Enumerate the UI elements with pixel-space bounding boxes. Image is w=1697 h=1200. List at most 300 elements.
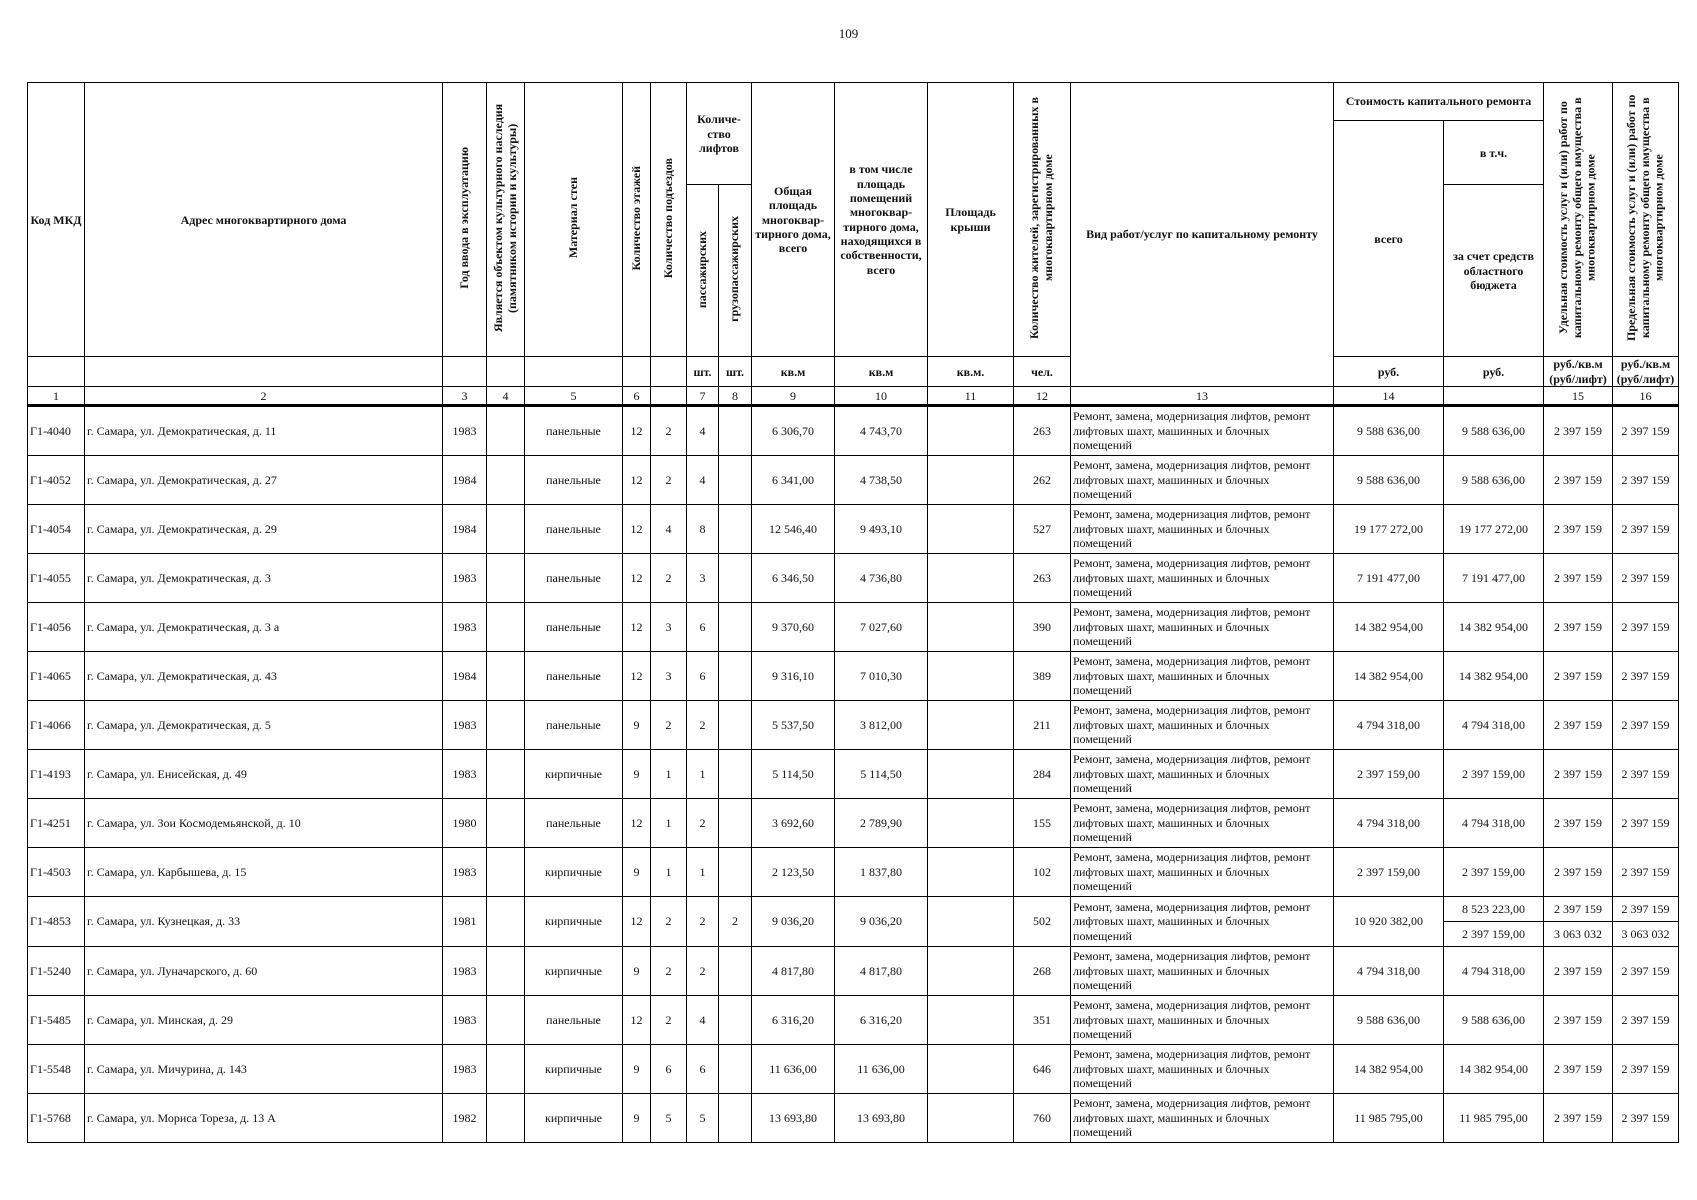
cell-unit-cost: 2 397 159 bbox=[1544, 505, 1613, 554]
cell-heritage bbox=[487, 750, 525, 799]
col-cost: Стоимость капитального ремонта bbox=[1334, 83, 1544, 121]
cell-roof-area bbox=[928, 947, 1014, 996]
unit-total-area: кв.м bbox=[752, 357, 835, 387]
cell-work-type: Ремонт, замена, модернизация лифтов, ремонт лифтовых шахт, машинных и блочных помещений bbox=[1071, 652, 1334, 701]
cell-entrances: 1 bbox=[651, 750, 687, 799]
cell-total-area: 4 817,80 bbox=[752, 947, 835, 996]
cell-cost-total: 2 397 159,00 bbox=[1334, 848, 1444, 897]
cell-cost-total: 11 985 795,00 bbox=[1334, 1094, 1444, 1143]
cell-heritage bbox=[487, 799, 525, 848]
col-heritage: Является объектом культурного наследия (памятником истории и культуры) bbox=[487, 83, 525, 357]
cell-cost-regional: 4 794 318,00 bbox=[1444, 799, 1544, 848]
column-number: 1 bbox=[28, 387, 85, 406]
cell-cost-regional: 14 382 954,00 bbox=[1444, 652, 1544, 701]
cell-owned-area: 4 743,70 bbox=[835, 406, 928, 456]
cell-address: г. Самара, ул. Демократическая, д. 27 bbox=[85, 456, 443, 505]
cell-heritage bbox=[487, 1094, 525, 1143]
cell-freight bbox=[719, 652, 752, 701]
cell-work-type: Ремонт, замена, модернизация лифтов, ремонт лифтовых шахт, машинных и блочных помещений bbox=[1071, 701, 1334, 750]
unit-floors bbox=[623, 357, 651, 387]
cell-max-cost: 2 397 159 bbox=[1613, 652, 1679, 701]
cell-roof-area bbox=[928, 750, 1014, 799]
cell-freight bbox=[719, 799, 752, 848]
table-row bbox=[28, 554, 1679, 603]
cell-walls: панельные bbox=[525, 996, 623, 1045]
cell-floors: 12 bbox=[623, 996, 651, 1045]
cell-passenger: 4 bbox=[687, 406, 719, 456]
cell-work-type: Ремонт, замена, модернизация лифтов, ремонт лифтовых шахт, машинных и блочных помещений bbox=[1071, 996, 1334, 1045]
cell-address: г. Самара, ул. Зои Космодемьянской, д. 10 bbox=[85, 799, 443, 848]
col-year: Год ввода в эксплуатацию bbox=[443, 83, 487, 357]
cell-owned-area: 1 837,80 bbox=[835, 848, 928, 897]
table-row bbox=[28, 456, 1679, 505]
cell-unit-cost: 2 397 159 bbox=[1544, 897, 1613, 922]
cell-cost-regional: 4 794 318,00 bbox=[1444, 701, 1544, 750]
cell-owned-area: 4 736,80 bbox=[835, 554, 928, 603]
cell-cost-regional: 4 794 318,00 bbox=[1444, 947, 1544, 996]
cell-max-cost: 2 397 159 bbox=[1613, 505, 1679, 554]
cell-cost-regional: 9 588 636,00 bbox=[1444, 456, 1544, 505]
cell-unit-cost: 2 397 159 bbox=[1544, 799, 1613, 848]
cell-heritage bbox=[487, 1045, 525, 1094]
cell-entrances: 6 bbox=[651, 1045, 687, 1094]
column-number: 15 bbox=[1544, 387, 1613, 406]
cell-passenger: 6 bbox=[687, 652, 719, 701]
column-number: 7 bbox=[687, 387, 719, 406]
cell-cost-total: 9 588 636,00 bbox=[1334, 406, 1444, 456]
cell-passenger: 6 bbox=[687, 1045, 719, 1094]
table-row bbox=[28, 406, 1679, 456]
cell-roof-area bbox=[928, 848, 1014, 897]
cell-unit-cost: 2 397 159 bbox=[1544, 996, 1613, 1045]
table-row bbox=[28, 505, 1679, 554]
cell-walls: панельные bbox=[525, 701, 623, 750]
cell-entrances: 2 bbox=[651, 947, 687, 996]
cell-heritage bbox=[487, 554, 525, 603]
cell-residents: 263 bbox=[1014, 406, 1071, 456]
cell-code: Г1-4054 bbox=[28, 505, 85, 554]
cell-address: г. Самара, ул. Минская, д. 29 bbox=[85, 996, 443, 1045]
cell-roof-area bbox=[928, 1045, 1014, 1094]
cell-walls: панельные bbox=[525, 799, 623, 848]
cell-work-type: Ремонт, замена, модернизация лифтов, ремонт лифтовых шахт, машинных и блочных помещений bbox=[1071, 750, 1334, 799]
cell-walls: панельные bbox=[525, 554, 623, 603]
cell-entrances: 4 bbox=[651, 505, 687, 554]
cell-passenger: 2 bbox=[687, 701, 719, 750]
cell-walls: панельные bbox=[525, 505, 623, 554]
cell-floors: 12 bbox=[623, 554, 651, 603]
cell-passenger: 1 bbox=[687, 848, 719, 897]
cell-code: Г1-4853 bbox=[28, 897, 85, 947]
cell-max-cost: 2 397 159 bbox=[1613, 456, 1679, 505]
cell-year: 1983 bbox=[443, 554, 487, 603]
cell-max-cost: 2 397 159 bbox=[1613, 897, 1679, 922]
cell-walls: кирпичные bbox=[525, 897, 623, 947]
cell-roof-area bbox=[928, 799, 1014, 848]
cell-residents: 102 bbox=[1014, 848, 1071, 897]
cell-max-cost: 2 397 159 bbox=[1613, 554, 1679, 603]
cell-total-area: 5 537,50 bbox=[752, 701, 835, 750]
cell-total-area: 11 636,00 bbox=[752, 1045, 835, 1094]
column-number-row bbox=[28, 387, 1679, 406]
cell-owned-area: 3 812,00 bbox=[835, 701, 928, 750]
cell-passenger: 6 bbox=[687, 603, 719, 652]
cell-passenger: 8 bbox=[687, 505, 719, 554]
cell-cost-total: 4 794 318,00 bbox=[1334, 701, 1444, 750]
cell-freight bbox=[719, 1094, 752, 1143]
cell-year: 1983 bbox=[443, 848, 487, 897]
cell-total-area: 5 114,50 bbox=[752, 750, 835, 799]
cell-unit-cost: 2 397 159 bbox=[1544, 1045, 1613, 1094]
cell-roof-area bbox=[928, 554, 1014, 603]
table-row bbox=[28, 947, 1679, 996]
column-number: 14 bbox=[1334, 387, 1444, 406]
table-row bbox=[28, 1094, 1679, 1143]
cell-passenger: 2 bbox=[687, 947, 719, 996]
cell-cost-regional: 9 588 636,00 bbox=[1444, 406, 1544, 456]
cell-passenger: 5 bbox=[687, 1094, 719, 1143]
cell-heritage bbox=[487, 947, 525, 996]
cell-unit-cost: 2 397 159 bbox=[1544, 406, 1613, 456]
table-row bbox=[28, 897, 1679, 922]
cell-residents: 262 bbox=[1014, 456, 1071, 505]
cell-work-type: Ремонт, замена, модернизация лифтов, ремонт лифтовых шахт, машинных и блочных помещений bbox=[1071, 897, 1334, 947]
cell-address: г. Самара, ул. Кузнецкая, д. 33 bbox=[85, 897, 443, 947]
cell-owned-area: 11 636,00 bbox=[835, 1045, 928, 1094]
cell-heritage bbox=[487, 897, 525, 947]
col-work-type: Вид работ/услуг по капитальному ремонту bbox=[1071, 83, 1334, 387]
cell-unit-cost: 2 397 159 bbox=[1544, 1094, 1613, 1143]
table-row bbox=[28, 996, 1679, 1045]
cell-owned-area: 4 738,50 bbox=[835, 456, 928, 505]
cell-code: Г1-4052 bbox=[28, 456, 85, 505]
unit-address bbox=[85, 357, 443, 387]
cell-entrances: 2 bbox=[651, 554, 687, 603]
cell-heritage bbox=[487, 505, 525, 554]
cell-work-type: Ремонт, замена, модернизация лифтов, ремонт лифтовых шахт, машинных и блочных помещений bbox=[1071, 1045, 1334, 1094]
column-number bbox=[1444, 387, 1544, 406]
cell-max-cost: 2 397 159 bbox=[1613, 799, 1679, 848]
cell-total-area: 13 693,80 bbox=[752, 1094, 835, 1143]
cell-roof-area bbox=[928, 603, 1014, 652]
cell-total-area: 9 370,60 bbox=[752, 603, 835, 652]
cell-entrances: 3 bbox=[651, 652, 687, 701]
cell-owned-area: 7 010,30 bbox=[835, 652, 928, 701]
table-row bbox=[28, 652, 1679, 701]
cell-floors: 9 bbox=[623, 947, 651, 996]
unit-roof-area: кв.м. bbox=[928, 357, 1014, 387]
cell-max-cost: 2 397 159 bbox=[1613, 701, 1679, 750]
cell-cost-regional: 2 397 159,00 bbox=[1444, 922, 1544, 947]
cell-freight bbox=[719, 505, 752, 554]
cell-floors: 12 bbox=[623, 897, 651, 947]
cell-year: 1983 bbox=[443, 406, 487, 456]
cell-cost-total: 4 794 318,00 bbox=[1334, 799, 1444, 848]
cell-cost-regional: 8 523 223,00 bbox=[1444, 897, 1544, 922]
cell-floors: 9 bbox=[623, 1045, 651, 1094]
cell-passenger: 4 bbox=[687, 996, 719, 1045]
cell-freight bbox=[719, 1045, 752, 1094]
cell-max-cost: 2 397 159 bbox=[1613, 947, 1679, 996]
cell-owned-area: 13 693,80 bbox=[835, 1094, 928, 1143]
cell-code: Г1-4065 bbox=[28, 652, 85, 701]
cell-max-cost: 3 063 032 bbox=[1613, 922, 1679, 947]
cell-walls: кирпичные bbox=[525, 750, 623, 799]
cell-residents: 502 bbox=[1014, 897, 1071, 947]
cell-residents: 389 bbox=[1014, 652, 1071, 701]
cell-roof-area bbox=[928, 505, 1014, 554]
cell-cost-total: 4 794 318,00 bbox=[1334, 947, 1444, 996]
cell-owned-area: 5 114,50 bbox=[835, 750, 928, 799]
cell-cost-total: 9 588 636,00 bbox=[1334, 456, 1444, 505]
cell-residents: 211 bbox=[1014, 701, 1071, 750]
col-elevators: Количе-ство лифтов bbox=[687, 83, 752, 185]
cell-year: 1983 bbox=[443, 603, 487, 652]
cell-heritage bbox=[487, 701, 525, 750]
cell-cost-regional: 7 191 477,00 bbox=[1444, 554, 1544, 603]
column-number: 9 bbox=[752, 387, 835, 406]
cell-total-area: 6 306,70 bbox=[752, 406, 835, 456]
cell-heritage bbox=[487, 652, 525, 701]
cell-unit-cost: 2 397 159 bbox=[1544, 554, 1613, 603]
cell-work-type: Ремонт, замена, модернизация лифтов, ремонт лифтовых шахт, машинных и блочных помещений bbox=[1071, 406, 1334, 456]
cell-code: Г1-5485 bbox=[28, 996, 85, 1045]
cell-roof-area bbox=[928, 652, 1014, 701]
col-walls: Материал стен bbox=[525, 83, 623, 357]
cell-total-area: 6 341,00 bbox=[752, 456, 835, 505]
cell-residents: 760 bbox=[1014, 1094, 1071, 1143]
cell-cost-total: 9 588 636,00 bbox=[1334, 996, 1444, 1045]
cell-unit-cost: 2 397 159 bbox=[1544, 701, 1613, 750]
cell-freight bbox=[719, 603, 752, 652]
cell-entrances: 2 bbox=[651, 897, 687, 947]
cell-total-area: 9 036,20 bbox=[752, 897, 835, 947]
cell-passenger: 2 bbox=[687, 897, 719, 947]
col-entrances: Количество подъездов bbox=[651, 83, 687, 357]
cell-passenger: 1 bbox=[687, 750, 719, 799]
cell-year: 1983 bbox=[443, 996, 487, 1045]
cell-address: г. Самара, ул. Луначарского, д. 60 bbox=[85, 947, 443, 996]
col-total-area: Общая площадь многоквар-тирного дома, всего bbox=[752, 83, 835, 357]
col-residents: Количество жителей, зарегистрированных в многоквартирном доме bbox=[1014, 83, 1071, 357]
cell-owned-area: 9 036,20 bbox=[835, 897, 928, 947]
cell-cost-total: 2 397 159,00 bbox=[1334, 750, 1444, 799]
cell-year: 1983 bbox=[443, 947, 487, 996]
cell-roof-area bbox=[928, 996, 1014, 1045]
column-number: 8 bbox=[719, 387, 752, 406]
col-unit-cost: Удельная стоимость услуг и (или) работ по капитальному ремонту общего имущества в многоквартирном доме bbox=[1544, 83, 1613, 357]
cell-year: 1983 bbox=[443, 701, 487, 750]
cell-floors: 9 bbox=[623, 848, 651, 897]
cell-code: Г1-5240 bbox=[28, 947, 85, 996]
cell-floors: 9 bbox=[623, 701, 651, 750]
cell-freight: 2 bbox=[719, 897, 752, 947]
cell-roof-area bbox=[928, 1094, 1014, 1143]
cell-code: Г1-4055 bbox=[28, 554, 85, 603]
column-number: 4 bbox=[487, 387, 525, 406]
cell-floors: 12 bbox=[623, 603, 651, 652]
cell-residents: 268 bbox=[1014, 947, 1071, 996]
table-row bbox=[28, 603, 1679, 652]
cell-year: 1983 bbox=[443, 750, 487, 799]
cell-address: г. Самара, ул. Мичурина, д. 143 bbox=[85, 1045, 443, 1094]
column-number: 13 bbox=[1071, 387, 1334, 406]
column-number: 16 bbox=[1613, 387, 1679, 406]
column-number: 12 bbox=[1014, 387, 1071, 406]
page-number: 109 bbox=[838, 26, 859, 41]
cell-unit-cost: 3 063 032 bbox=[1544, 922, 1613, 947]
cell-walls: кирпичные bbox=[525, 1094, 623, 1143]
cell-cost-regional: 11 985 795,00 bbox=[1444, 1094, 1544, 1143]
table-row bbox=[28, 701, 1679, 750]
cell-max-cost: 2 397 159 bbox=[1613, 750, 1679, 799]
cell-walls: кирпичные bbox=[525, 848, 623, 897]
unit-heritage bbox=[487, 357, 525, 387]
cell-owned-area: 7 027,60 bbox=[835, 603, 928, 652]
cell-cost-total: 14 382 954,00 bbox=[1334, 603, 1444, 652]
cell-walls: панельные bbox=[525, 456, 623, 505]
cell-unit-cost: 2 397 159 bbox=[1544, 750, 1613, 799]
cell-code: Г1-5548 bbox=[28, 1045, 85, 1094]
cell-max-cost: 2 397 159 bbox=[1613, 1045, 1679, 1094]
col-floors: Количество этажей bbox=[623, 83, 651, 357]
column-number: 5 bbox=[525, 387, 623, 406]
column-number: 2 bbox=[85, 387, 443, 406]
cell-cost-regional: 14 382 954,00 bbox=[1444, 1045, 1544, 1094]
cell-walls: панельные bbox=[525, 603, 623, 652]
cell-entrances: 2 bbox=[651, 456, 687, 505]
cell-address: г. Самара, ул. Демократическая, д. 5 bbox=[85, 701, 443, 750]
cell-cost-total: 14 382 954,00 bbox=[1334, 1045, 1444, 1094]
cell-address: г. Самара, ул. Демократическая, д. 43 bbox=[85, 652, 443, 701]
cell-code: Г1-4040 bbox=[28, 406, 85, 456]
cell-total-area: 3 692,60 bbox=[752, 799, 835, 848]
cell-code: Г1-5768 bbox=[28, 1094, 85, 1143]
cell-work-type: Ремонт, замена, модернизация лифтов, ремонт лифтовых шахт, машинных и блочных помещений bbox=[1071, 603, 1334, 652]
cell-owned-area: 9 493,10 bbox=[835, 505, 928, 554]
cell-entrances: 5 bbox=[651, 1094, 687, 1143]
cell-max-cost: 2 397 159 bbox=[1613, 996, 1679, 1045]
table-row bbox=[28, 1045, 1679, 1094]
cell-floors: 12 bbox=[623, 652, 651, 701]
unit-entrances bbox=[651, 357, 687, 387]
cell-residents: 646 bbox=[1014, 1045, 1071, 1094]
cell-floors: 12 bbox=[623, 456, 651, 505]
cell-residents: 351 bbox=[1014, 996, 1071, 1045]
cell-freight bbox=[719, 996, 752, 1045]
cell-entrances: 2 bbox=[651, 701, 687, 750]
unit-freight: шт. bbox=[719, 357, 752, 387]
col-freight: грузопассажирских bbox=[719, 185, 752, 357]
cell-total-area: 6 346,50 bbox=[752, 554, 835, 603]
col-code: Код МКД bbox=[28, 83, 85, 357]
cell-max-cost: 2 397 159 bbox=[1613, 1094, 1679, 1143]
cell-unit-cost: 2 397 159 bbox=[1544, 603, 1613, 652]
cell-code: Г1-4251 bbox=[28, 799, 85, 848]
cell-freight bbox=[719, 406, 752, 456]
cell-floors: 9 bbox=[623, 750, 651, 799]
cell-roof-area bbox=[928, 456, 1014, 505]
cell-work-type: Ремонт, замена, модернизация лифтов, ремонт лифтовых шахт, машинных и блочных помещений bbox=[1071, 505, 1334, 554]
cell-floors: 9 bbox=[623, 1094, 651, 1143]
cell-unit-cost: 2 397 159 bbox=[1544, 456, 1613, 505]
cell-entrances: 2 bbox=[651, 406, 687, 456]
cell-freight bbox=[719, 848, 752, 897]
cell-heritage bbox=[487, 996, 525, 1045]
unit-max-cost: руб./кв.м (руб/лифт) bbox=[1613, 357, 1679, 387]
cell-passenger: 4 bbox=[687, 456, 719, 505]
cell-total-area: 12 546,40 bbox=[752, 505, 835, 554]
cell-work-type: Ремонт, замена, модернизация лифтов, ремонт лифтовых шахт, машинных и блочных помещений bbox=[1071, 799, 1334, 848]
cell-passenger: 2 bbox=[687, 799, 719, 848]
cell-freight bbox=[719, 554, 752, 603]
cell-max-cost: 2 397 159 bbox=[1613, 603, 1679, 652]
cell-address: г. Самара, ул. Карбышева, д. 15 bbox=[85, 848, 443, 897]
cell-passenger: 3 bbox=[687, 554, 719, 603]
col-max-cost: Предельная стоимость услуг и (или) работ по капитальному ремонту общего имущества в многоквартирном доме bbox=[1613, 83, 1679, 357]
cell-walls: кирпичные bbox=[525, 1045, 623, 1094]
cell-year: 1982 bbox=[443, 1094, 487, 1143]
cell-year: 1984 bbox=[443, 652, 487, 701]
col-roof-area: Площадь крыши bbox=[928, 83, 1014, 357]
cell-cost-total: 14 382 954,00 bbox=[1334, 652, 1444, 701]
unit-code bbox=[28, 357, 85, 387]
cell-heritage bbox=[487, 406, 525, 456]
cell-residents: 155 bbox=[1014, 799, 1071, 848]
cell-walls: панельные bbox=[525, 406, 623, 456]
unit-unit-cost: руб./кв.м (руб/лифт) bbox=[1544, 357, 1613, 387]
cell-address: г. Самара, ул. Демократическая, д. 3 а bbox=[85, 603, 443, 652]
col-cost-total: всего bbox=[1334, 121, 1444, 357]
cell-cost-total: 10 920 382,00 bbox=[1334, 897, 1444, 947]
cell-heritage bbox=[487, 456, 525, 505]
cell-cost-regional: 2 397 159,00 bbox=[1444, 848, 1544, 897]
cell-residents: 263 bbox=[1014, 554, 1071, 603]
cell-year: 1980 bbox=[443, 799, 487, 848]
cell-work-type: Ремонт, замена, модернизация лифтов, ремонт лифтовых шахт, машинных и блочных помещений bbox=[1071, 456, 1334, 505]
cell-work-type: Ремонт, замена, модернизация лифтов, ремонт лифтовых шахт, машинных и блочных помещений bbox=[1071, 1094, 1334, 1143]
cell-residents: 284 bbox=[1014, 750, 1071, 799]
cell-cost-total: 7 191 477,00 bbox=[1334, 554, 1444, 603]
cell-owned-area: 2 789,90 bbox=[835, 799, 928, 848]
cell-work-type: Ремонт, замена, модернизация лифтов, ремонт лифтовых шахт, машинных и блочных помещений bbox=[1071, 554, 1334, 603]
cell-owned-area: 6 316,20 bbox=[835, 996, 928, 1045]
col-cost-incl: в т.ч. bbox=[1444, 121, 1544, 185]
unit-year bbox=[443, 357, 487, 387]
cell-max-cost: 2 397 159 bbox=[1613, 406, 1679, 456]
cell-heritage bbox=[487, 603, 525, 652]
table-row bbox=[28, 750, 1679, 799]
cell-total-area: 6 316,20 bbox=[752, 996, 835, 1045]
cell-residents: 390 bbox=[1014, 603, 1071, 652]
cell-cost-total: 19 177 272,00 bbox=[1334, 505, 1444, 554]
unit-residents: чел. bbox=[1014, 357, 1071, 387]
cell-code: Г1-4066 bbox=[28, 701, 85, 750]
unit-owned-area: кв.м bbox=[835, 357, 928, 387]
cell-address: г. Самара, ул. Демократическая, д. 11 bbox=[85, 406, 443, 456]
column-number: 11 bbox=[928, 387, 1014, 406]
cell-unit-cost: 2 397 159 bbox=[1544, 652, 1613, 701]
cell-cost-regional: 9 588 636,00 bbox=[1444, 996, 1544, 1045]
cell-work-type: Ремонт, замена, модернизация лифтов, ремонт лифтовых шахт, машинных и блочных помещений bbox=[1071, 947, 1334, 996]
cell-freight bbox=[719, 947, 752, 996]
cell-walls: кирпичные bbox=[525, 947, 623, 996]
cell-entrances: 2 bbox=[651, 996, 687, 1045]
cell-entrances: 1 bbox=[651, 848, 687, 897]
cell-total-area: 2 123,50 bbox=[752, 848, 835, 897]
unit-cost-total: руб. bbox=[1334, 357, 1444, 387]
cell-heritage bbox=[487, 848, 525, 897]
